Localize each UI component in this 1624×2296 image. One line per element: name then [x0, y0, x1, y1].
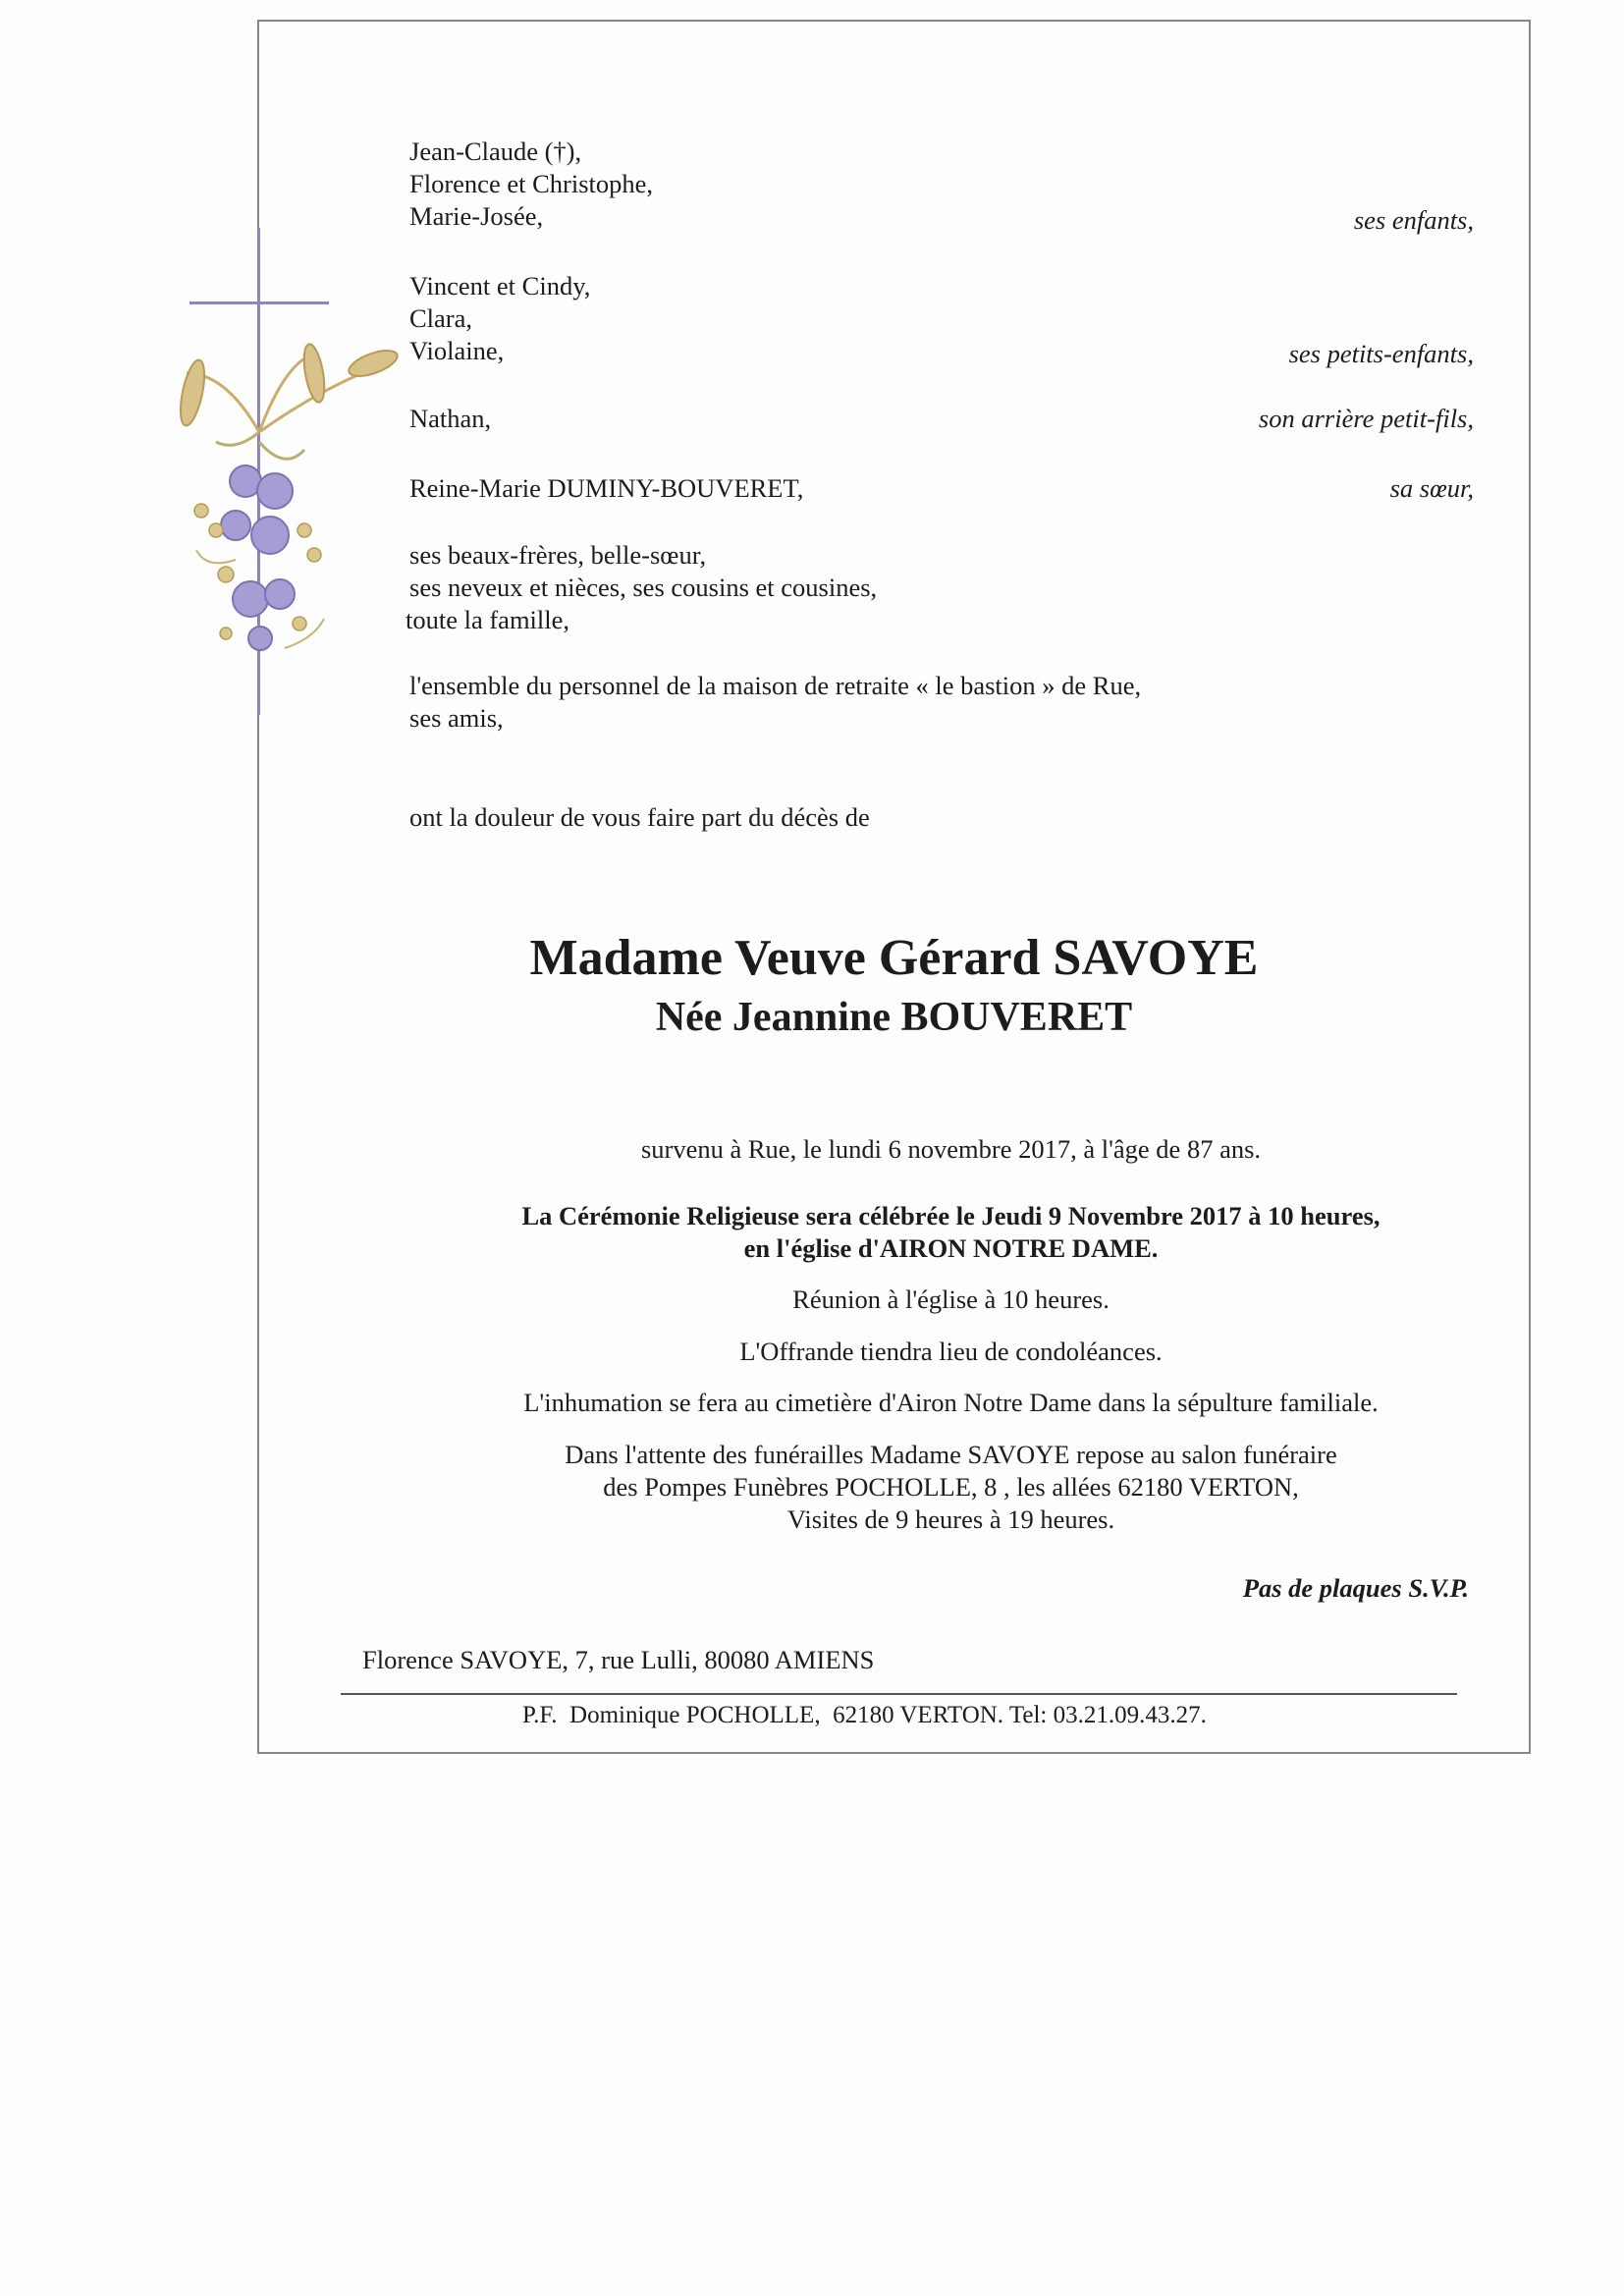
- funeral-home-info: P.F. Dominique POCHOLLE, 62180 VERTON. Tel: 03.21.09.43.27.: [522, 1702, 1207, 1728]
- extended-family-3: toute la famille,: [406, 605, 570, 634]
- wake-line-3: Visites de 9 heures à 19 heures.: [786, 1504, 1115, 1534]
- ceremony-line-1: La Cérémonie Religieuse sera célébrée le Jeudi 9 Novembre 2017 à 10 heures,: [521, 1201, 1380, 1230]
- announcement-text: ont la douleur de vous faire part du décès de: [409, 802, 870, 832]
- others-1: l'ensemble du personnel de la maison de retraite « le bastion » de Rue,: [409, 671, 1142, 700]
- death-details: survenu à Rue, le lundi 6 novembre 2017, à l'âge de 87 ans.: [640, 1134, 1262, 1164]
- ceremony-line-2: en l'église d'AIRON NOTRE DAME.: [743, 1233, 1159, 1263]
- extended-family-1: ses beaux-frères, belle-sœur,: [409, 540, 707, 570]
- wake-line-2: des Pompes Funèbres POCHOLLE, 8 , les allées 62180 VERTON,: [603, 1472, 1299, 1502]
- others-2: ses amis,: [409, 703, 504, 733]
- child-name-1: Jean-Claude (†),: [409, 137, 582, 166]
- wake-line-1: Dans l'attente des funérailles Madame SAVOYE repose au salon funéraire: [565, 1440, 1337, 1469]
- cross-horizontal-bar: [189, 301, 329, 304]
- floral-decoration-icon: [167, 334, 412, 668]
- meeting-text: Réunion à l'église à 10 heures.: [792, 1285, 1110, 1314]
- burial-text: L'inhumation se fera au cimetière d'Airon Notre Dame dans la sépulture familiale.: [523, 1388, 1379, 1417]
- grandchildren-role: ses petits-enfants,: [1288, 339, 1474, 368]
- deceased-birth-name: Née Jeannine BOUVERET: [655, 995, 1133, 1040]
- no-plaques-note: Pas de plaques S.V.P.: [1242, 1573, 1469, 1603]
- great-grandchild-name: Nathan,: [409, 404, 492, 433]
- contact-address: Florence SAVOYE, 7, rue Lulli, 80080 AMIENS: [362, 1645, 875, 1674]
- grandchild-name-2: Clara,: [409, 303, 473, 333]
- children-role: ses enfants,: [1353, 205, 1474, 235]
- deceased-name: Madame Veuve Gérard SAVOYE: [529, 930, 1259, 986]
- grandchild-name-1: Vincent et Cindy,: [409, 271, 591, 301]
- grandchild-name-3: Violaine,: [409, 336, 505, 365]
- sister-name: Reine-Marie DUMINY-BOUVERET,: [409, 473, 804, 503]
- sister-role: sa sœur,: [1389, 473, 1474, 503]
- extended-family-2: ses neveux et nièces, ses cousins et cousines,: [409, 573, 878, 602]
- child-name-3: Marie-Josée,: [409, 201, 544, 231]
- offering-text: L'Offrande tiendra lieu de condoléances.: [739, 1337, 1163, 1366]
- great-grandchild-role: son arrière petit-fils,: [1258, 404, 1474, 433]
- footer-divider: [341, 1693, 1457, 1695]
- child-name-2: Florence et Christophe,: [409, 169, 654, 198]
